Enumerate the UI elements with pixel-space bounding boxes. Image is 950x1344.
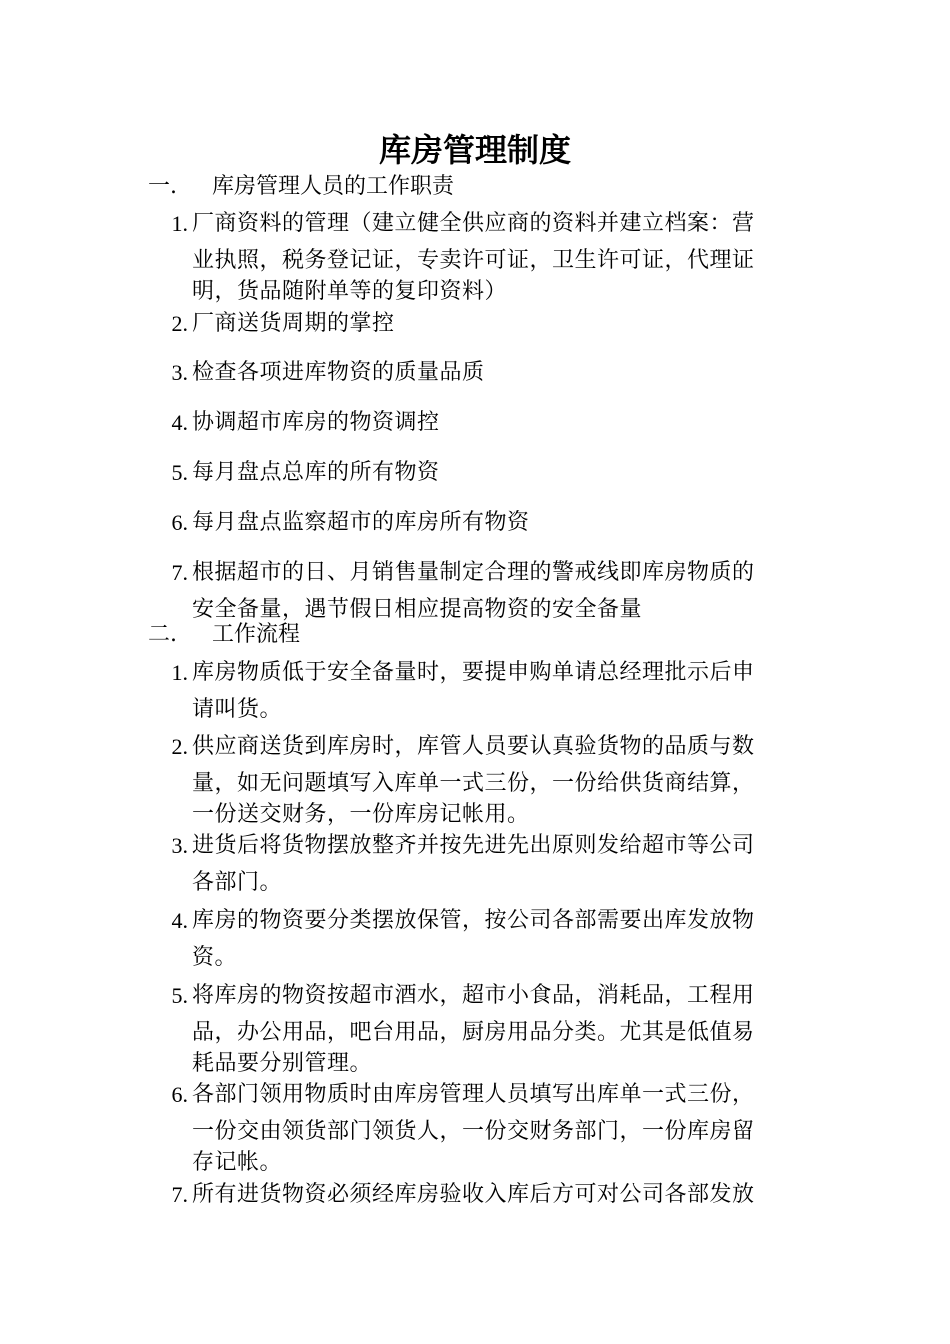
item-text-line: 安全备量，遇节假日相应提高物资的安全备量 — [192, 597, 643, 622]
item-text-line: 资。 — [192, 945, 238, 970]
list-item — [160, 507, 810, 539]
item-text-line: 耗品要分别管理。 — [192, 1051, 373, 1076]
item-number: 3. — [171, 833, 188, 858]
item-number: 2. — [171, 311, 188, 336]
list-item — [160, 905, 810, 974]
item-text-line: 每月盘点监察超市的库房所有物资 — [192, 510, 530, 535]
item-number: 7. — [171, 1182, 188, 1207]
item-text-line: 所有进货物资必须经库房验收入库后方可对公司各部发放 — [192, 1182, 755, 1207]
section-heading — [148, 172, 454, 202]
list-item — [160, 457, 810, 489]
list-item — [160, 830, 810, 899]
item-number: 6. — [171, 510, 188, 535]
item-number: 3. — [171, 360, 188, 385]
item-text-line: 检查各项进库物资的质量品质 — [192, 360, 485, 385]
item-text-line: 供应商送货到库房时，库管人员要认真验货物的品质与数 — [192, 734, 755, 759]
section-heading — [148, 620, 300, 650]
item-number: 5. — [171, 983, 188, 1008]
item-number: 2. — [171, 734, 188, 759]
list-item — [160, 357, 810, 389]
item-text-line: 各部门领用物质时由库房管理人员填写出库单一式三份， — [192, 1082, 755, 1107]
section-title: 工作流程 — [212, 622, 301, 647]
item-text-line: 进货后将货物摆放整齐并按先进先出原则发给超市等公司 — [192, 833, 755, 858]
item-number: 4. — [171, 908, 188, 933]
item-text-line: 一份交由领货部门领货人，一份交财务部门，一份库房留 — [192, 1119, 755, 1144]
item-text-line: 一份送交财务，一份库房记帐用。 — [192, 802, 530, 827]
item-text-line: 各部门。 — [192, 870, 283, 895]
item-number: 1. — [171, 660, 188, 685]
item-number: 4. — [171, 410, 188, 435]
list-item — [160, 980, 810, 1079]
list-item — [160, 731, 810, 830]
section-title: 库房管理人员的工作职责 — [212, 174, 455, 199]
item-text-line: 业执照，税务登记证，专卖许可证，卫生许可证，代理证 — [192, 248, 755, 273]
item-number: 5. — [171, 460, 188, 485]
list-item — [160, 1079, 810, 1178]
item-text-line: 将库房的物资按超市酒水，超市小食品，消耗品，工程用 — [192, 983, 755, 1008]
list-item — [160, 657, 810, 726]
item-number: 1. — [171, 211, 188, 236]
item-text-line: 库房物质低于安全备量时，要提申购单请总经理批示后申 — [192, 660, 755, 685]
list-item — [160, 557, 810, 626]
item-text-line: 根据超市的日、月销售量制定合理的警戒线即库房物质的 — [192, 560, 755, 585]
item-text-line: 明，货品随附单等的复印资料） — [192, 279, 508, 304]
list-item — [160, 208, 810, 307]
item-text-line: 协调超市库房的物资调控 — [192, 410, 440, 435]
item-text-line: 请叫货。 — [192, 697, 283, 722]
item-text-line: 库房的物资要分类摆放保管，按公司各部需要出库发放物 — [192, 908, 755, 933]
item-text-line: 品，办公用品，吧台用品，厨房用品分类。尤其是低值易 — [192, 1020, 755, 1045]
section-number: 二. — [148, 622, 177, 647]
list-item — [160, 1179, 810, 1211]
document-title: 库房管理制度 — [378, 131, 571, 169]
item-number: 6. — [171, 1082, 188, 1107]
item-text-line: 厂商资料的管理（建立健全供应商的资料并建立档案：营 — [192, 211, 755, 236]
section-number: 一. — [148, 174, 177, 199]
list-item — [160, 407, 810, 439]
item-text-line: 厂商送货周期的掌控 — [192, 311, 395, 336]
item-text-line: 量，如无问题填写入库单一式三份，一份给供货商结算， — [192, 771, 755, 796]
item-text-line: 存记帐。 — [192, 1150, 283, 1175]
list-item — [160, 308, 810, 340]
item-number: 7. — [171, 560, 188, 585]
item-text-line: 每月盘点总库的所有物资 — [192, 460, 440, 485]
